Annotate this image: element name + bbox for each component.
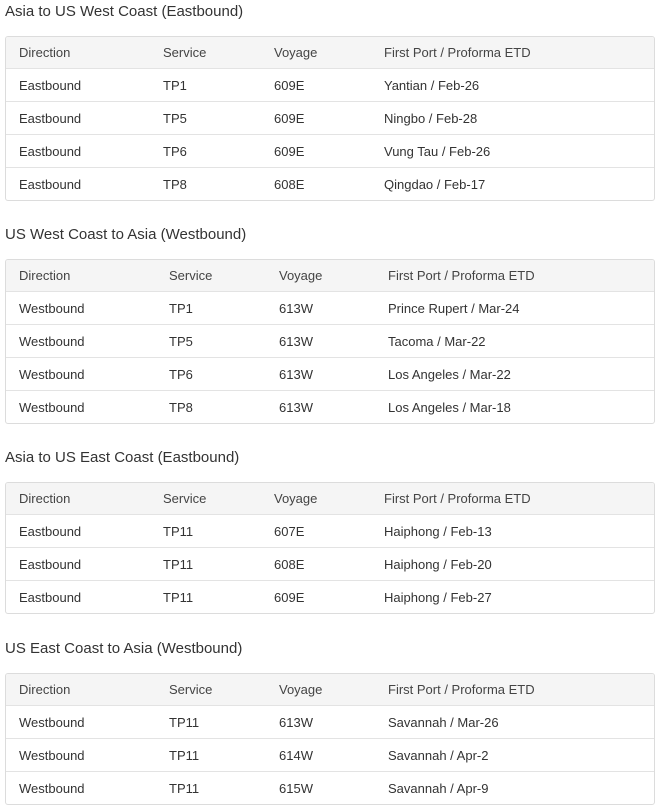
column-header-service: Service — [169, 682, 213, 697]
table-header-row — [6, 674, 654, 705]
service-cell: TP11 — [169, 714, 200, 730]
table-row — [6, 101, 654, 134]
service-cell: TP1 — [169, 300, 193, 316]
column-header-first-port: First Port / Proforma ETD — [384, 491, 531, 506]
voyage-cell: 609E — [274, 110, 305, 126]
column-header-first-port: First Port / Proforma ETD — [388, 268, 535, 283]
section-title-asia-usec-eastbound: Asia to US East Coast (Eastbound) — [5, 449, 240, 466]
direction-cell: Eastbound — [19, 556, 82, 572]
column-header-voyage: Voyage — [274, 491, 318, 506]
first-port-cell: Savannah / Apr-9 — [388, 780, 489, 796]
first-port-cell: Savannah / Apr-2 — [388, 747, 489, 763]
first-port-cell: Los Angeles / Mar-22 — [388, 366, 511, 382]
column-header-first-port: First Port / Proforma ETD — [384, 45, 531, 60]
service-cell: TP11 — [169, 780, 200, 796]
table-header-row — [6, 37, 654, 68]
voyage-cell: 613W — [279, 366, 313, 382]
column-header-direction: Direction — [19, 45, 71, 60]
direction-cell: Eastbound — [19, 143, 82, 159]
first-port-cell: Savannah / Mar-26 — [388, 714, 499, 730]
table-row — [6, 357, 654, 390]
first-port-cell: Yantian / Feb-26 — [384, 77, 480, 93]
table-row — [6, 390, 654, 423]
column-header-first-port: First Port / Proforma ETD — [388, 682, 535, 697]
table-row — [6, 580, 654, 613]
section-title-uswc-asia-westbound: US West Coast to Asia (Westbound) — [5, 226, 247, 243]
direction-cell: Eastbound — [19, 523, 82, 539]
service-cell: TP11 — [163, 523, 194, 539]
table-row — [6, 514, 654, 547]
service-cell: TP6 — [169, 366, 193, 382]
service-cell: TP5 — [163, 110, 187, 126]
table-row — [6, 324, 654, 357]
section-title-asia-uswc-eastbound: Asia to US West Coast (Eastbound) — [5, 3, 244, 20]
column-header-voyage: Voyage — [279, 268, 323, 283]
direction-cell: Eastbound — [19, 176, 82, 192]
table-header-row — [6, 260, 654, 291]
direction-cell: Westbound — [19, 714, 85, 730]
table-row — [6, 547, 654, 580]
first-port-cell: Ningbo / Feb-28 — [384, 110, 478, 126]
voyage-cell: 609E — [274, 589, 305, 605]
first-port-cell: Haiphong / Feb-27 — [384, 589, 492, 605]
first-port-cell: Tacoma / Mar-22 — [388, 333, 486, 349]
table-row — [6, 291, 654, 324]
direction-cell: Westbound — [19, 399, 85, 415]
voyage-cell: 607E — [274, 523, 305, 539]
schedule-table-usec-asia-westbound — [5, 673, 655, 805]
table-header-row — [6, 483, 654, 514]
first-port-cell: Vung Tau / Feb-26 — [384, 143, 491, 159]
direction-cell: Westbound — [19, 300, 85, 316]
voyage-cell: 615W — [279, 780, 313, 796]
table-row — [6, 771, 654, 804]
service-cell: TP11 — [163, 589, 194, 605]
voyage-cell: 613W — [279, 399, 313, 415]
service-cell: TP8 — [169, 399, 193, 415]
service-cell: TP1 — [163, 77, 187, 93]
voyage-cell: 613W — [279, 714, 313, 730]
table-row — [6, 68, 654, 101]
service-cell: TP8 — [163, 176, 187, 192]
voyage-cell: 608E — [274, 176, 305, 192]
table-row — [6, 167, 654, 200]
schedule-table-asia-uswc-eastbound — [5, 36, 655, 201]
direction-cell: Eastbound — [19, 110, 82, 126]
column-header-voyage: Voyage — [274, 45, 318, 60]
service-cell: TP11 — [169, 747, 200, 763]
voyage-cell: 613W — [279, 300, 313, 316]
voyage-cell: 609E — [274, 77, 305, 93]
service-cell: TP6 — [163, 143, 187, 159]
column-header-service: Service — [163, 45, 207, 60]
column-header-direction: Direction — [19, 682, 71, 697]
table-row — [6, 738, 654, 771]
service-cell: TP5 — [169, 333, 193, 349]
column-header-voyage: Voyage — [279, 682, 323, 697]
direction-cell: Westbound — [19, 366, 85, 382]
section-title-usec-asia-westbound: US East Coast to Asia (Westbound) — [5, 640, 243, 657]
direction-cell: Westbound — [19, 333, 85, 349]
schedule-table-uswc-asia-westbound — [5, 259, 655, 424]
direction-cell: Westbound — [19, 780, 85, 796]
first-port-cell: Qingdao / Feb-17 — [384, 176, 486, 192]
schedule-table-asia-usec-eastbound — [5, 482, 655, 614]
direction-cell: Eastbound — [19, 77, 82, 93]
voyage-cell: 614W — [279, 747, 313, 763]
voyage-cell: 608E — [274, 556, 305, 572]
direction-cell: Westbound — [19, 747, 85, 763]
column-header-direction: Direction — [19, 268, 71, 283]
first-port-cell: Haiphong / Feb-13 — [384, 523, 492, 539]
table-row — [6, 134, 654, 167]
first-port-cell: Haiphong / Feb-20 — [384, 556, 492, 572]
table-row — [6, 705, 654, 738]
column-header-service: Service — [163, 491, 207, 506]
voyage-cell: 609E — [274, 143, 305, 159]
column-header-service: Service — [169, 268, 213, 283]
direction-cell: Eastbound — [19, 589, 82, 605]
first-port-cell: Los Angeles / Mar-18 — [388, 399, 511, 415]
service-cell: TP11 — [163, 556, 194, 572]
first-port-cell: Prince Rupert / Mar-24 — [388, 300, 520, 316]
voyage-cell: 613W — [279, 333, 313, 349]
column-header-direction: Direction — [19, 491, 71, 506]
